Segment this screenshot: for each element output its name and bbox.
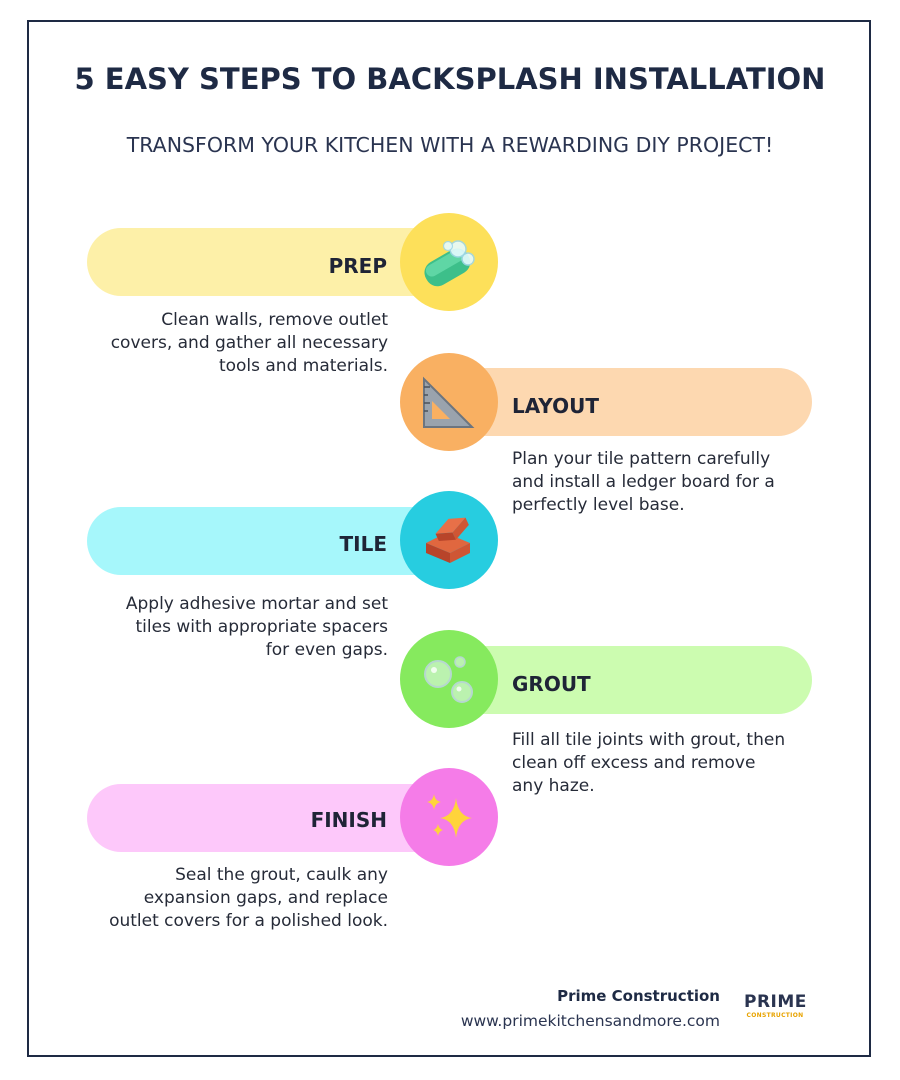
step-prep-label: PREP [328, 254, 387, 278]
page-subtitle: TRANSFORM YOUR KITCHEN WITH A REWARDING DIY PROJECT! [126, 133, 774, 157]
footer-website-link[interactable]: www.primekitchensandmore.com [460, 1012, 720, 1030]
bubbles-icon [400, 630, 498, 728]
step-prep-circle [400, 213, 498, 311]
step-finish-label: FINISH [310, 808, 387, 832]
step-grout-description: Fill all tile joints with grout, then clean off excess and remove any haze. [512, 730, 786, 796]
step-layout-label: LAYOUT [512, 394, 599, 418]
step-layout-pill [452, 368, 812, 436]
step-layout-description: Plan your tile pattern carefully and install a ledger board for a perfectly level base. [512, 449, 775, 515]
step-tile-description: Apply adhesive mortar and set tiles with appropriate spacers for even gaps. [125, 594, 388, 660]
sparkles-icon [400, 768, 498, 866]
soap-icon [400, 213, 498, 311]
step-finish-pill [87, 784, 447, 852]
step-finish-circle [400, 768, 498, 866]
step-tile-pill [87, 507, 447, 575]
step-grout-label: GROUT [512, 672, 591, 696]
step-prep-description: Clean walls, remove outlet covers, and gather all necessary tools and materials. [110, 310, 388, 376]
step-prep-pill [87, 228, 447, 296]
company-logo [744, 993, 806, 1019]
step-finish-description: Seal the grout, caulk any expansion gaps, and replace outlet covers for a polished look. [109, 865, 388, 931]
step-tile-label: TILE [339, 532, 387, 556]
bricks-icon [400, 491, 498, 589]
step-grout-pill [452, 646, 812, 714]
logo-tagline: CONSTRUCTION [746, 1012, 804, 1019]
logo-wordmark: PRIME [744, 992, 807, 1012]
step-grout-circle [400, 630, 498, 728]
footer-company-name: Prime Construction [557, 987, 720, 1005]
set-square-icon [400, 353, 498, 451]
step-tile-circle [400, 491, 498, 589]
page-title: 5 EASY STEPS TO BACKSPLASH INSTALLATION [74, 62, 826, 96]
step-layout-circle [400, 353, 498, 451]
